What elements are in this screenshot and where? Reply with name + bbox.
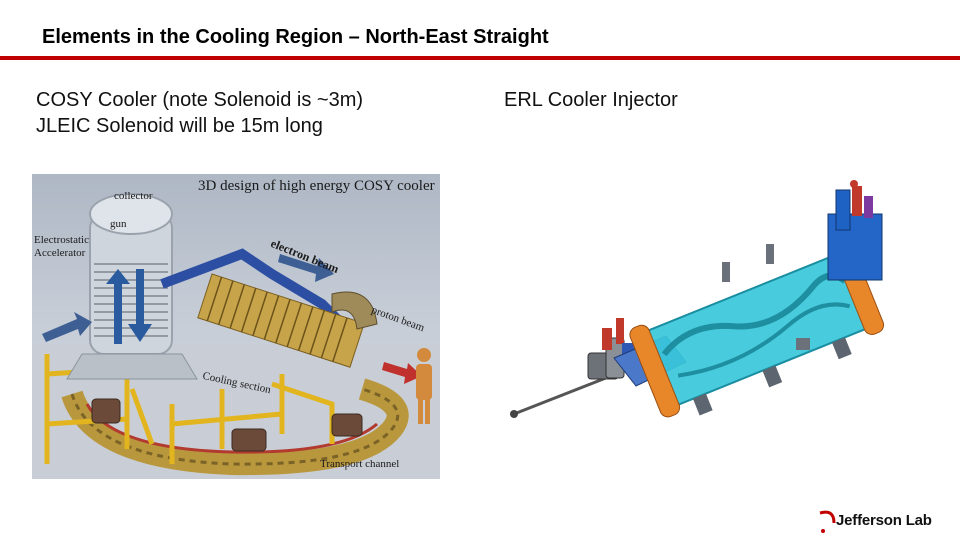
left-caption-line-2: JLEIC Solenoid will be 15m long	[36, 115, 323, 137]
label-proton-beam: proton beam	[369, 304, 426, 335]
logo-swoosh-icon	[816, 509, 838, 535]
label-transport-channel: Transport channel	[320, 458, 400, 470]
left-caption-line-1: COSY Cooler (note Solenoid is ~3m)	[36, 89, 364, 111]
cosy-cooler-drawing	[32, 174, 440, 479]
image-heading: 3D design of high energy COSY cooler	[198, 178, 435, 194]
right-caption: ERL Cooler Injector	[504, 89, 678, 111]
erl-injector-image	[496, 178, 900, 448]
label-collector: collector	[114, 190, 153, 202]
label-electron-beam: electron beam	[268, 236, 341, 276]
erl-injector-drawing	[496, 178, 900, 448]
label-cooling-section: Cooling section	[201, 370, 272, 397]
label-accelerator: Accelerator	[34, 247, 86, 259]
cosy-cooler-image	[32, 174, 440, 479]
left-caption	[36, 87, 363, 139]
logo-text: Jefferson Lab	[836, 512, 932, 529]
label-electrostatic: Electrostatic	[34, 234, 89, 246]
title-rule	[0, 56, 960, 60]
label-gun: gun	[110, 218, 127, 230]
slide-title: Elements in the Cooling Region – North-East Straight	[42, 26, 549, 48]
